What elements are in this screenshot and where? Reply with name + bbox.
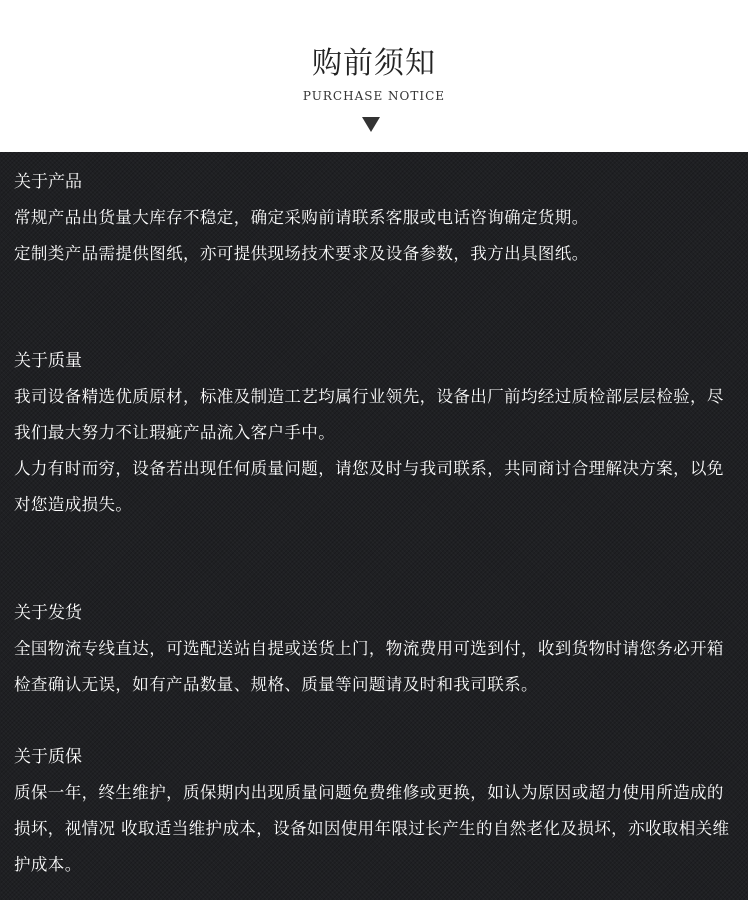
section-paragraph: 人力有时而穷，设备若出现任何质量问题，请您及时与我司联系，共同商讨合理解决方案，以免对您造成损失。 bbox=[14, 459, 724, 514]
notice-content bbox=[0, 152, 748, 900]
page-subtitle: PURCHASE NOTICE bbox=[302, 89, 446, 103]
section-heading: 关于产品 bbox=[14, 172, 82, 192]
section-about-shipping bbox=[14, 595, 738, 703]
section-about-quality bbox=[14, 343, 738, 523]
section-paragraph: 全国物流专线直达，可选配送站自提或送货上门，物流费用可选到付，收到货物时请您务必开箱检查确认无误，如有产品数量、规格、质量等问题请及时和我司联系。 bbox=[14, 639, 724, 694]
section-about-warranty bbox=[14, 739, 738, 883]
section-heading: 关于质量 bbox=[14, 351, 82, 371]
triangle-down-icon bbox=[362, 117, 380, 132]
section-paragraph: 定制类产品需提供图纸，亦可提供现场技术要求及设备参数，我方出具图纸。 bbox=[14, 244, 589, 263]
section-paragraph: 我司设备精选优质原材，标准及制造工艺均属行业领先，设备出厂前均经过质检部层层检验，尽我们最大努力不让瑕疵产品流入客户手中。 bbox=[14, 387, 724, 442]
section-heading: 关于质保 bbox=[14, 747, 82, 767]
page-title: 购前须知 bbox=[312, 46, 436, 81]
section-paragraph: 常规产品出货量大库存不稳定，确定采购前请联系客服或电话咨询确定货期。 bbox=[14, 208, 589, 227]
section-about-product bbox=[14, 164, 738, 272]
section-paragraph: 质保一年，终生维护，质保期内出现质量问题免费维修或更换，如认为原因或超力使用所造成的损坏，视情况 收取适当维护成本，设备如因使用年限过长产生的自然老化及损坏，亦收取相关维护成本。 bbox=[14, 783, 730, 874]
notice-header bbox=[0, 0, 748, 152]
section-heading: 关于发货 bbox=[14, 603, 82, 623]
